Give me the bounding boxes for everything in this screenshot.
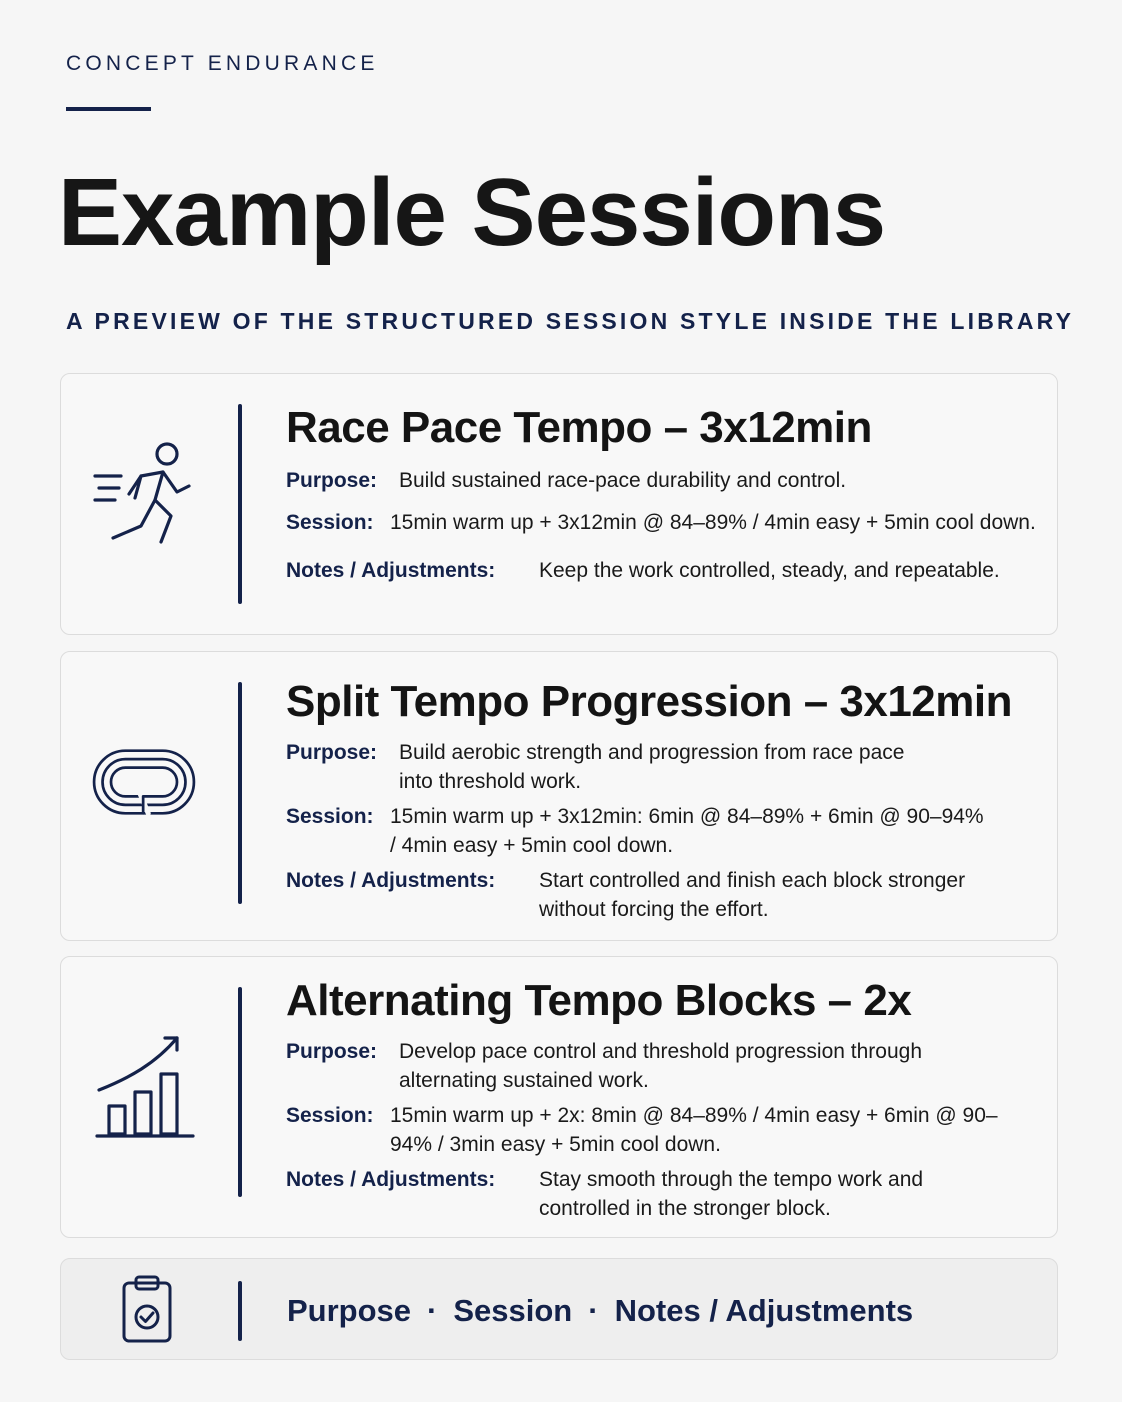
legend-item-session: Session xyxy=(453,1293,573,1328)
session-card-race-pace-tempo xyxy=(60,373,1058,635)
legend-item-purpose: Purpose xyxy=(287,1293,412,1328)
legend-item-notes: Notes / Adjustments xyxy=(614,1293,914,1328)
purpose-row xyxy=(286,466,1037,495)
purpose-label: Purpose: xyxy=(286,469,378,493)
notes-row xyxy=(286,556,1037,585)
purpose-value: Build aerobic strength and progression from race pace into threshold work. xyxy=(399,741,905,794)
session-card-split-tempo xyxy=(60,651,1058,941)
notes-value: Start controlled and finish each block stronger without forcing the effort. xyxy=(539,869,966,922)
notes-value: Stay smooth through the tempo work and controlled in the stronger block. xyxy=(539,1168,924,1221)
clipboard-check-icon xyxy=(116,1273,176,1345)
legend-bar xyxy=(60,1258,1058,1360)
session-label: Session: xyxy=(286,511,374,535)
notes-label: Notes / Adjustments: xyxy=(286,869,496,893)
session-label: Session: xyxy=(286,1104,374,1128)
notes-value: Keep the work controlled, steady, and repeatable. xyxy=(539,559,1000,583)
session-label: Session: xyxy=(286,805,374,829)
purpose-value: Build sustained race-pace durability and control. xyxy=(399,469,847,493)
notes-row xyxy=(286,1165,1037,1223)
legend-separator: · xyxy=(427,1293,438,1328)
card-divider xyxy=(238,404,242,604)
session-title: Race Pace Tempo – 3x12min xyxy=(286,403,872,452)
session-row xyxy=(286,802,1037,860)
notes-label: Notes / Adjustments: xyxy=(286,559,496,583)
purpose-row xyxy=(286,1037,1037,1095)
page-subtitle: A PREVIEW OF THE STRUCTURED SESSION STYLE INSIDE THE LIBRARY xyxy=(66,308,1075,334)
session-title: Split Tempo Progression – 3x12min xyxy=(286,677,1012,726)
runner-icon xyxy=(89,432,199,552)
card-divider xyxy=(238,987,242,1197)
page-title: Example Sessions xyxy=(58,159,886,266)
growth-chart-icon xyxy=(89,1023,199,1143)
purpose-label: Purpose: xyxy=(286,1040,378,1064)
purpose-value: Develop pace control and threshold progression through alternating sustained work. xyxy=(399,1040,923,1093)
session-row xyxy=(286,1101,1037,1159)
legend-separator: · xyxy=(588,1293,599,1328)
purpose-label: Purpose: xyxy=(286,741,378,765)
session-row xyxy=(286,508,1037,537)
brand-label: CONCEPT ENDURANCE xyxy=(66,52,379,75)
notes-label: Notes / Adjustments: xyxy=(286,1168,496,1192)
session-value: 15min warm up + 2x: 8min @ 84–89% / 4min easy + 6min @ 90–94% / 3min easy + 5min cool down. xyxy=(390,1104,998,1157)
session-value: 15min warm up + 3x12min: 6min @ 84–89% + 6min @ 90–94% / 4min easy + 5min cool down. xyxy=(390,805,984,858)
session-title: Alternating Tempo Blocks – 2x xyxy=(286,976,912,1025)
track-icon xyxy=(89,722,199,842)
card-divider xyxy=(238,682,242,904)
legend-items xyxy=(287,1293,913,1329)
footer-divider xyxy=(238,1281,242,1341)
brand-rule xyxy=(66,107,151,111)
session-value: 15min warm up + 3x12min @ 84–89% / 4min easy + 5min cool down. xyxy=(390,511,1036,535)
purpose-row xyxy=(286,738,1037,796)
session-card-alternating-tempo xyxy=(60,956,1058,1238)
notes-row xyxy=(286,866,1037,924)
